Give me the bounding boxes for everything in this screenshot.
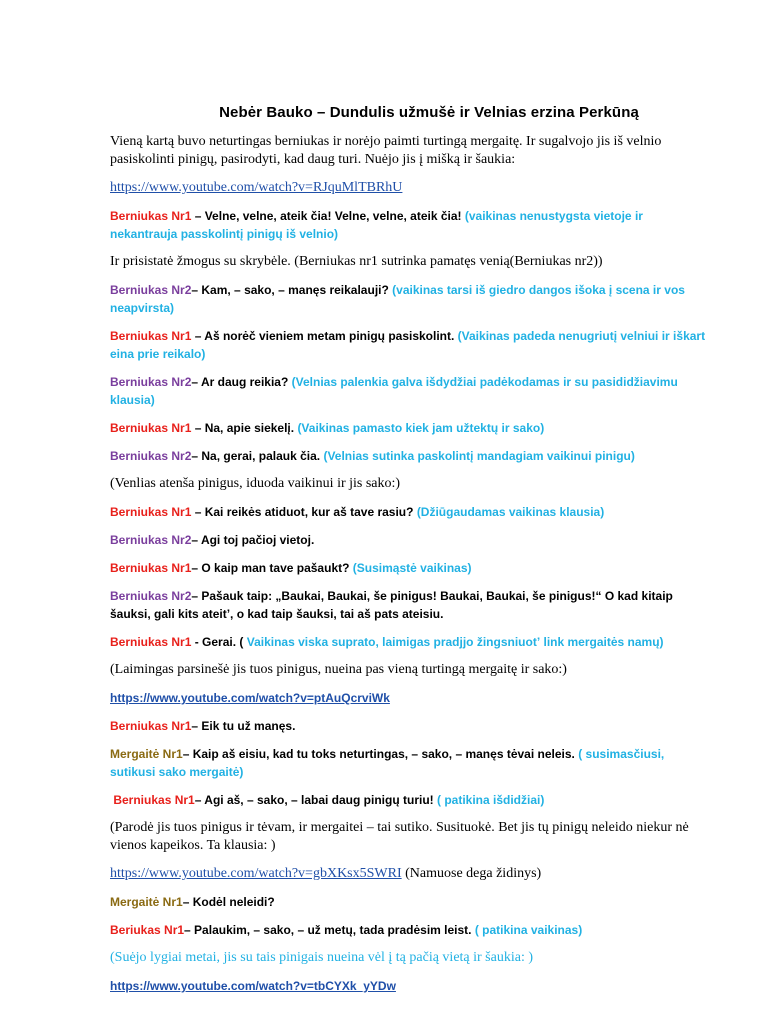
speech-text: – Kodėl neleidi? bbox=[182, 895, 275, 909]
stage-direction: (Velnias palenkia galva išdydžiai padėkodamas ir su pasididžiavimu klausia) bbox=[110, 375, 678, 407]
dialogue-line bbox=[110, 893, 708, 911]
stage-direction: (vaikinas tarsi iš giedro dangos išoka į scena ir vos neapvirsta) bbox=[110, 283, 685, 315]
speech-text: – Kam, – sako, – manęs reikalauji? bbox=[191, 283, 393, 297]
speaker-label: Berniukas Nr2 bbox=[110, 283, 192, 297]
speech-text: - Gerai. ( bbox=[191, 635, 247, 649]
speaker-label: Berniukas Nr1 bbox=[113, 793, 195, 807]
speaker-label: Berniukas Nr2 bbox=[110, 589, 192, 603]
speaker-label: Berniukas Nr1 bbox=[110, 421, 192, 435]
dialogue-line bbox=[110, 447, 708, 465]
speaker-label: Berniukas Nr1 bbox=[110, 561, 192, 575]
stage-direction: (Vaikinas pamasto kiek jam užtektų ir sako) bbox=[297, 421, 545, 435]
speaker-label: Berniukas Nr1 bbox=[110, 209, 192, 223]
narration-paragraph: (Parodė jis tuos pinigus ir tėvam, ir mergaitei – tai sutiko. Susituokė. Bet jis tų pinigų neleido niekur nė vienos kapeikos. Ta klausia: ) bbox=[110, 820, 689, 853]
speaker-label: Berniukas Nr1 bbox=[110, 635, 192, 649]
stage-direction: Vaikinas viska suprato, laimigas pradjjo žingsniuotʼ link mergaitės namų) bbox=[246, 635, 664, 649]
dialogue-line bbox=[110, 745, 708, 781]
stage-direction: ( susimasčiusi, sutikusi sako mergaitė) bbox=[110, 747, 665, 779]
speech-text: – Na, gerai, palauk čia. bbox=[191, 449, 324, 463]
dialogue-line bbox=[110, 633, 708, 651]
speaker-label: Beriukas Nr1 bbox=[110, 923, 185, 937]
video-link-1-paragraph bbox=[110, 179, 708, 197]
speaker-label: Berniukas Nr2 bbox=[110, 533, 192, 547]
speech-text: – Kai reikės atiduot, kur aš tave rasiu? bbox=[191, 505, 417, 519]
stage-direction: (Velnias sutinka paskolintį mandagiam vaikinui pinigu) bbox=[323, 449, 635, 463]
dialogue-line bbox=[110, 587, 708, 623]
dialogue-line bbox=[110, 921, 708, 939]
speech-text: – Kaip aš eisiu, kad tu toks neturtingas, – sako, – manęs tėvai neleis. bbox=[182, 747, 579, 761]
stage-direction: ( patikina išdidžiai) bbox=[437, 793, 545, 807]
video-link-4-paragraph bbox=[110, 977, 708, 995]
speech-text: – O kaip man tave pašaukt? bbox=[191, 561, 353, 575]
narration-paragraph: (Laimingas parsinešė jis tuos pinigus, nueina pas vieną turtingą mergaitę ir sako:) bbox=[110, 662, 567, 677]
speaker-label: Berniukas Nr2 bbox=[110, 449, 192, 463]
speaker-label: Berniukas Nr1 bbox=[110, 719, 192, 733]
dialogue-line bbox=[110, 531, 708, 549]
video-link-3[interactable]: https://www.youtube.com/watch?v=gbXKsx5SWRI bbox=[110, 866, 402, 881]
dialogue-line bbox=[110, 373, 708, 409]
speech-text: – Ar daug reikia? bbox=[191, 375, 292, 389]
video-link-2-paragraph bbox=[110, 689, 708, 707]
speech-text: – Na, apie siekelį. bbox=[191, 421, 298, 435]
dialogue-line bbox=[110, 327, 708, 363]
speaker-label: Berniukas Nr1 bbox=[110, 329, 192, 343]
intro-paragraph: Vieną kartą buvo neturtingas berniukas ir norėjo paimti turtingą mergaitę. Ir sugalvojo jis iš velnio pasiskolinti pinigų, pasirodyti, kad daug turi. Nuėjo jis į mišką ir šaukia: bbox=[110, 134, 662, 167]
dialogue-line bbox=[110, 419, 708, 437]
video-link-4[interactable]: https://www.youtube.com/watch?v=tbCYXk_yYDw bbox=[110, 979, 396, 993]
stage-direction: (vaikinas nenustygsta vietoje ir nekantrauja passkolintį pinigų iš velnio) bbox=[110, 209, 643, 241]
speaker-label: Mergaitė Nr1 bbox=[110, 895, 183, 909]
stage-direction: ( patikina vaikinas) bbox=[474, 923, 583, 937]
narration-paragraph: (Venlias atenša pinigus, iduoda vaikinui ir jis sako:) bbox=[110, 476, 401, 491]
narration-paragraph: (Suėjo lygiai metai, jis su tais pinigais nueina vėl į tą pačią vietą ir šaukia: ) bbox=[110, 950, 534, 965]
video-link-2[interactable]: https://www.youtube.com/watch?v=ptAuQcrviWk bbox=[110, 691, 390, 705]
dialogue-line bbox=[110, 559, 708, 577]
narration-paragraph: Ir prisistatė žmogus su skrybėle. (Berniukas nr1 sutrinka pamatęs venią(Berniukas nr2)) bbox=[110, 254, 603, 269]
link-3-caption: (Namuose dega židinys) bbox=[401, 866, 542, 881]
speech-text: – Aš norėč vieniem metam pinigų pasiskolint. bbox=[191, 329, 458, 343]
speech-text: – Agi aš, – sako, – labai daug pinigų turiu! bbox=[194, 793, 437, 807]
speech-text: – Agi toj pačioj vietoj. bbox=[191, 533, 315, 547]
dialogue-line bbox=[110, 717, 708, 735]
dialogue-line bbox=[110, 791, 708, 809]
stage-direction: (Džiūgaudamas vaikinas klausia) bbox=[416, 505, 605, 519]
speech-text: – Velne, velne, ateik čia! Velne, velne, ateik čia! bbox=[191, 209, 465, 223]
speech-text: – Pašauk taip: „Baukai, Baukai, še pinigus! Baukai, Baukai, še pinigus!“ O kad kitaip šauksi, gali kits ateitʼ, o kad taip šauksi, tai aš pats ateisiu. bbox=[110, 589, 673, 621]
document-title: Nebėr Bauko – Dundulis užmušė ir Velnias erzina Perkūną bbox=[219, 104, 639, 121]
stage-direction: (Susimąstė vaikinas) bbox=[352, 561, 472, 575]
video-link-1[interactable]: https://www.youtube.com/watch?v=RJquMlTBRhU bbox=[110, 180, 403, 195]
speaker-label: Mergaitė Nr1 bbox=[110, 747, 183, 761]
speaker-label: Berniukas Nr2 bbox=[110, 375, 192, 389]
dialogue-line bbox=[110, 503, 708, 521]
video-link-3-paragraph bbox=[110, 865, 708, 883]
speech-text: – Eik tu už manęs. bbox=[191, 719, 296, 733]
speaker-label: Berniukas Nr1 bbox=[110, 505, 192, 519]
dialogue-line bbox=[110, 281, 708, 317]
dialogue-line bbox=[110, 207, 708, 243]
speech-text: – Palaukim, – sako, – už metų, tada pradėsim leist. bbox=[184, 923, 475, 937]
stage-direction: (Vaikinas padeda nenugriutį velniui ir iškart eina prie reikalo) bbox=[110, 329, 706, 361]
